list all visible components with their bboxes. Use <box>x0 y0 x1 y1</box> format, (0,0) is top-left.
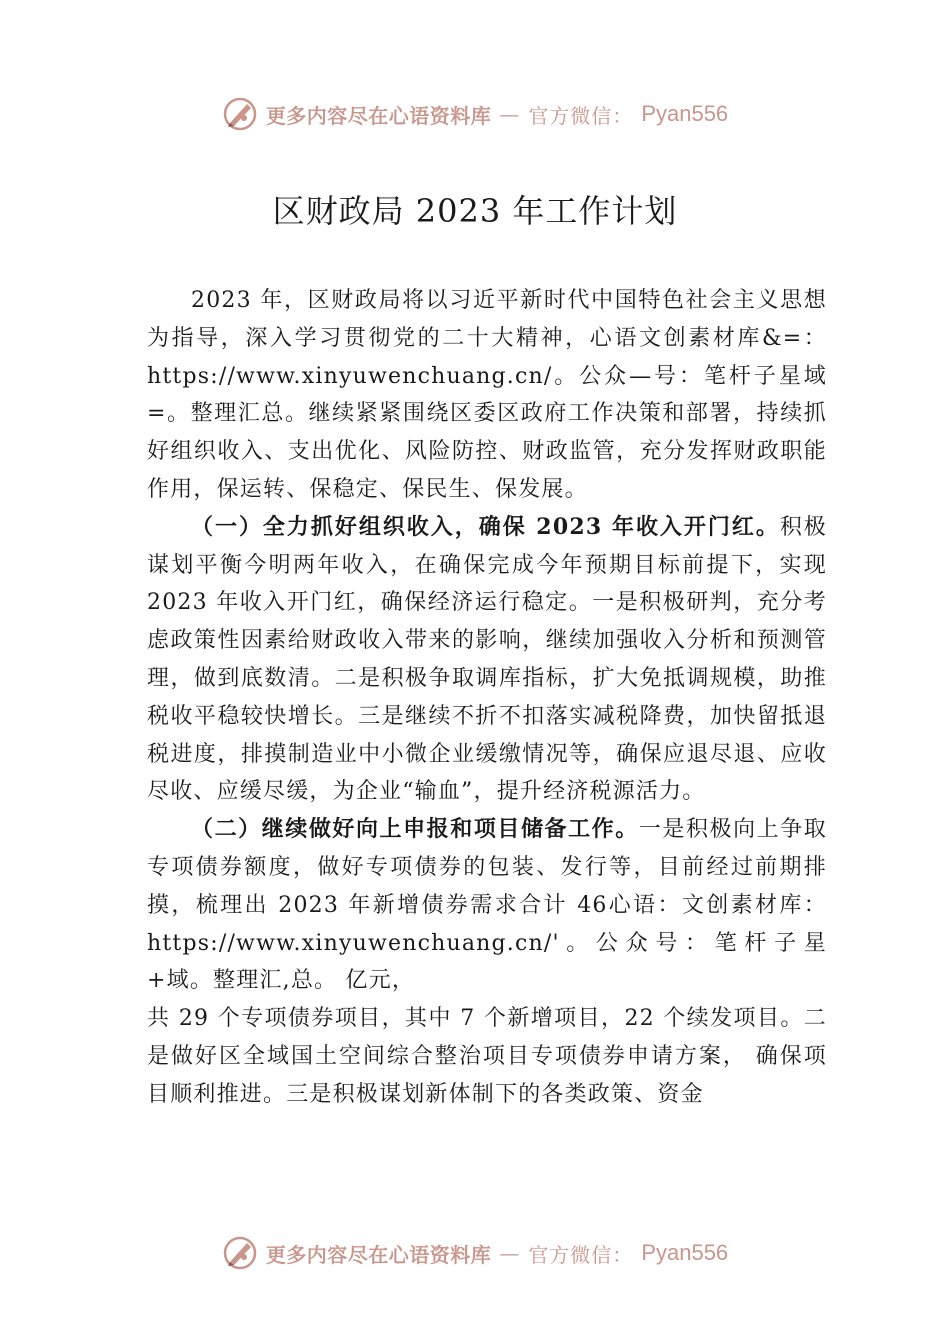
page-title: 区财政局 2023 年工作计划 <box>272 192 678 230</box>
paragraph-text: 一是积极向上争取专项债券额度，做好专项债券的包装、发行等，目前经过前期排摸，梳理出 2023 年新增债券需求合计 46心语：文创素材库：https://www.xinyuwenchuang.cn/'。公众号：笔杆子星+域。整理汇,总。 亿元， <box>147 817 827 994</box>
banner-wechat-id: Pyan556 <box>641 1240 729 1265</box>
banner-wechat-label: 官方微信： <box>528 1242 634 1267</box>
paragraph-continued <box>147 1000 827 1113</box>
paragraph-text: 共 29 个专项债券项目，其中 7 个新增项目，22 个续发项目。二是做好区全域国土空间综合整治项目专项债券申请方案， 确保项目顺利推进。三是积极谋划新体制下的各类政策、资金 <box>147 1006 827 1107</box>
section-heading: （二）继续做好向上申报和项目储备工作。 <box>191 816 639 843</box>
footer-banner <box>0 1233 950 1273</box>
banner-dash: — <box>499 1241 521 1265</box>
banner-wechat-label: 官方微信： <box>528 103 634 128</box>
header-banner <box>0 94 950 134</box>
banner-dash: — <box>499 102 521 126</box>
banner-text: 更多内容尽在心语资料库 <box>265 103 492 128</box>
paragraph-section-two <box>147 811 827 1000</box>
paragraph-text: 积极谋划平衡今明两年收入，在确保完成今年预期目标前提下，实现 2023 年收入开门红，确保经济运行稳定。一是积极研判，充分考虑政策性因素给财政收入带来的影响，继续加强收入分析和预测管理，做到底数清。二是积极争取调库指标，扩大免抵调规模，助推税收平稳较快增长。三是继续不折不扣落实减税降费，加快留抵退税进度，排摸制造业中小微企业缓缴情况等，确保应退尽退、应收尽收、应缓尽缓，为企业“输血”，提升经济税源活力。 <box>147 514 828 805</box>
paragraph-intro <box>147 282 827 509</box>
pen-logo-icon <box>222 96 258 132</box>
paragraph-text: 2023 年，区财政局将以习近平新时代中国特色社会主义思想为指导，深入学习贯彻党的二十大精神，心语文创素材库&=：https://www.xinyuwenchuang.cn/。公众—号：笔杆子星域=。整理汇总。继续紧紧围绕区委区政府工作决策和部署，持续抓好组织收入、支出优化、风险防控、财政监管，充分发挥财政职能作用，保运转、保稳定、保民生、保发展。 <box>147 288 827 502</box>
banner-wechat-id: Pyan556 <box>641 101 729 126</box>
pen-logo-icon <box>222 1235 258 1271</box>
section-heading: （一）全力抓好组织收入，确保 2023 年收入开门红。 <box>191 513 780 540</box>
paragraph-section-one <box>147 509 827 811</box>
document-body <box>147 282 827 1114</box>
banner-text: 更多内容尽在心语资料库 <box>265 1242 492 1267</box>
